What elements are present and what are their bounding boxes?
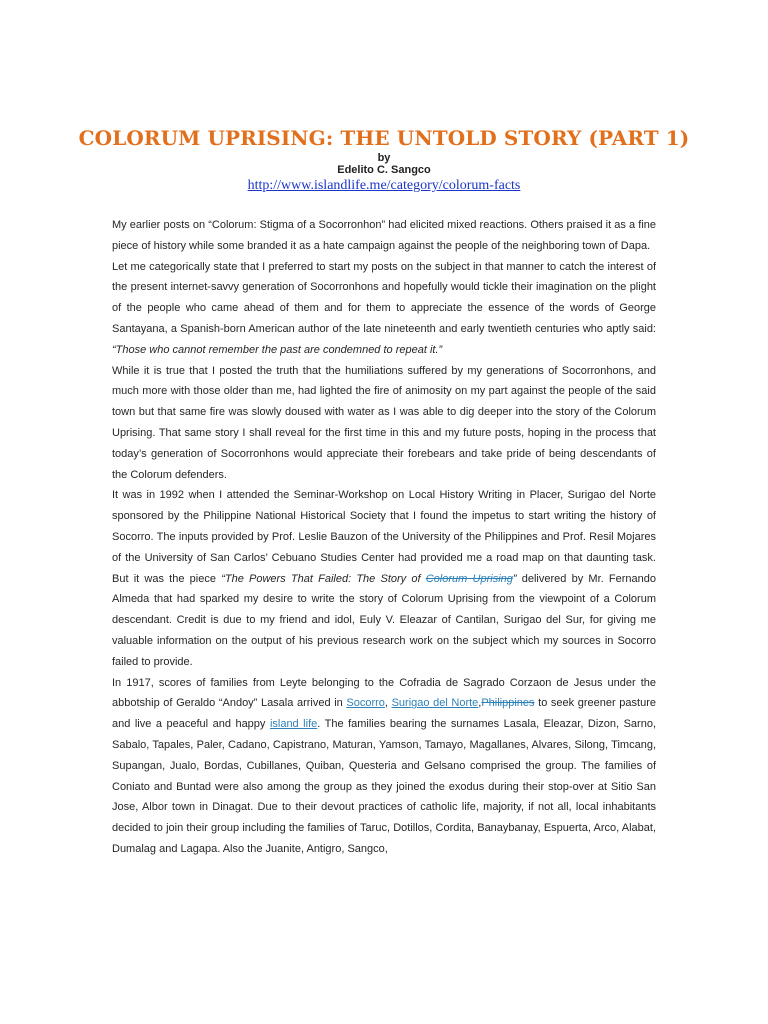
bottom-fade-overlay bbox=[0, 964, 768, 1024]
paragraph-2-text: Let me categorically state that I preferred to start my posts on the subject in that manner to catch the interest of the present internet-savvy generation of Socorronhons and hopefully would tickle their imagination on the plight of the people who came ahead of them and for them to appreciate the essence of the words of George Santayana, a Spanish-born American author of the late nineteenth and early twentieth centuries who aptly said: bbox=[112, 260, 656, 335]
almeda-piece-title bbox=[221, 573, 516, 585]
philippines-link[interactable]: Philippines bbox=[481, 697, 535, 710]
socorro-link[interactable]: Socorro bbox=[346, 697, 385, 710]
paragraph-5-text-a: In 1917, scores of families from Leyte belonging to the Cofradia de Sagrado Corzaon de Jesus under the abbotship of Geraldo “Andoy” Lasala arrived in bbox=[112, 676, 656, 710]
paragraph-3: While it is true that I posted the truth that the humiliations suffered by my generations of Socorronhons, and much more with those older than me, had lighted the fire of animosity on my part against the people of the said town but that same fire was slowly doused with water as I was able to dig deeper into the story of the Colorum Uprising. That same story I shall reveal for the first time in this and my future posts, hoping in the process that today’s generation of Socorronhons would appreciate their forebears and take pride of being descendants of the Colorum defenders. bbox=[112, 364, 656, 481]
island-life-link[interactable]: island life bbox=[269, 718, 318, 731]
colorum-uprising-link[interactable]: Colorum Uprising bbox=[425, 572, 513, 585]
article-body bbox=[112, 215, 656, 860]
piece-title-a: “The Powers That Failed: The Story of bbox=[221, 572, 426, 585]
source-url-link[interactable]: http://www.islandlife.me/category/colorum-facts bbox=[247, 178, 521, 193]
paragraph-4-text-b: delivered by Mr. Fernando Almeda that had sparked my desire to write the story of Colorum Uprising from the viewpoint of a Colorum descendant. Credit is due to my friend and idol, Euly V. Eleazar of Cantilan, Surigao del Sur, for giving me valuable information on the output of his previous research work on the subject which my sources in Socorro failed to provide. bbox=[112, 572, 656, 668]
author-name: Edelito C. Sangco bbox=[337, 164, 431, 176]
byline-by: by bbox=[377, 152, 391, 164]
source-url bbox=[0, 178, 768, 194]
paragraph-4-text-a: It was in 1992 when I attended the Seminar-Workshop on Local History Writing in Placer, Surigao del Norte sponsored by the Philippine National Historical Society that I found the impetus to start writing the history of Socorro. The inputs provided by Prof. Leslie Bauzon of the University of the Philippines and Prof. Resil Mojares of the University of San Carlos’ Cebuano Studies Center had provided me a road map on that daunting task. But it was the piece bbox=[112, 489, 656, 585]
page-title: COLORUM UPRISING: THE UNTOLD STORY (PART 1) bbox=[78, 126, 690, 150]
paragraph-5-text-c: . The families bearing the surnames Lasala, Eleazar, Dizon, Sarno, Sabalo, Tapales, Paler, Cadano, Capistrano, Maturan, Yamson, Tamayo, Magallanes, Alvares, Silong, Timcang, Supangan, Jualo, Bordas, Cubillanes, Quiban, Questeria and Gelsano comprised the group. The families of Coniato and Buntad were also among the group as they joined the exodus during their stop-over at Sitio San Jose, Albor town in Dinagat. Due to their devout practices of catholic life, majority, if not all, local inhabitants decided to join their group including the families of Taruc, Dotillos, Cordita, Banaybanay, Espuerta, Arco, Alabat, Dumalag and Lagapa. Also the Juanite, Antigro, Sangco, bbox=[112, 718, 656, 855]
paragraph-1: My earlier posts on “Colorum: Stigma of a Socorronhon” had elicited mixed reactions. Others praised it as a fine piece of history while some branded it as a hate campaign against the people of the neighboring town of Dapa. bbox=[112, 219, 656, 252]
separator-2: , bbox=[478, 697, 482, 710]
santayana-quote: “Those who cannot remember the past are condemned to repeat it.” bbox=[112, 343, 443, 356]
paragraph-5 bbox=[112, 673, 656, 860]
paragraph-4 bbox=[112, 485, 656, 672]
paragraph-2 bbox=[112, 257, 656, 361]
surigao-del-norte-link[interactable]: Surigao del Norte bbox=[391, 697, 479, 710]
paragraph-5-text-b: to seek greener pasture and live a peaceful and happy bbox=[112, 697, 656, 731]
piece-title-b: ” bbox=[512, 572, 517, 585]
separator-1: , bbox=[384, 697, 392, 710]
